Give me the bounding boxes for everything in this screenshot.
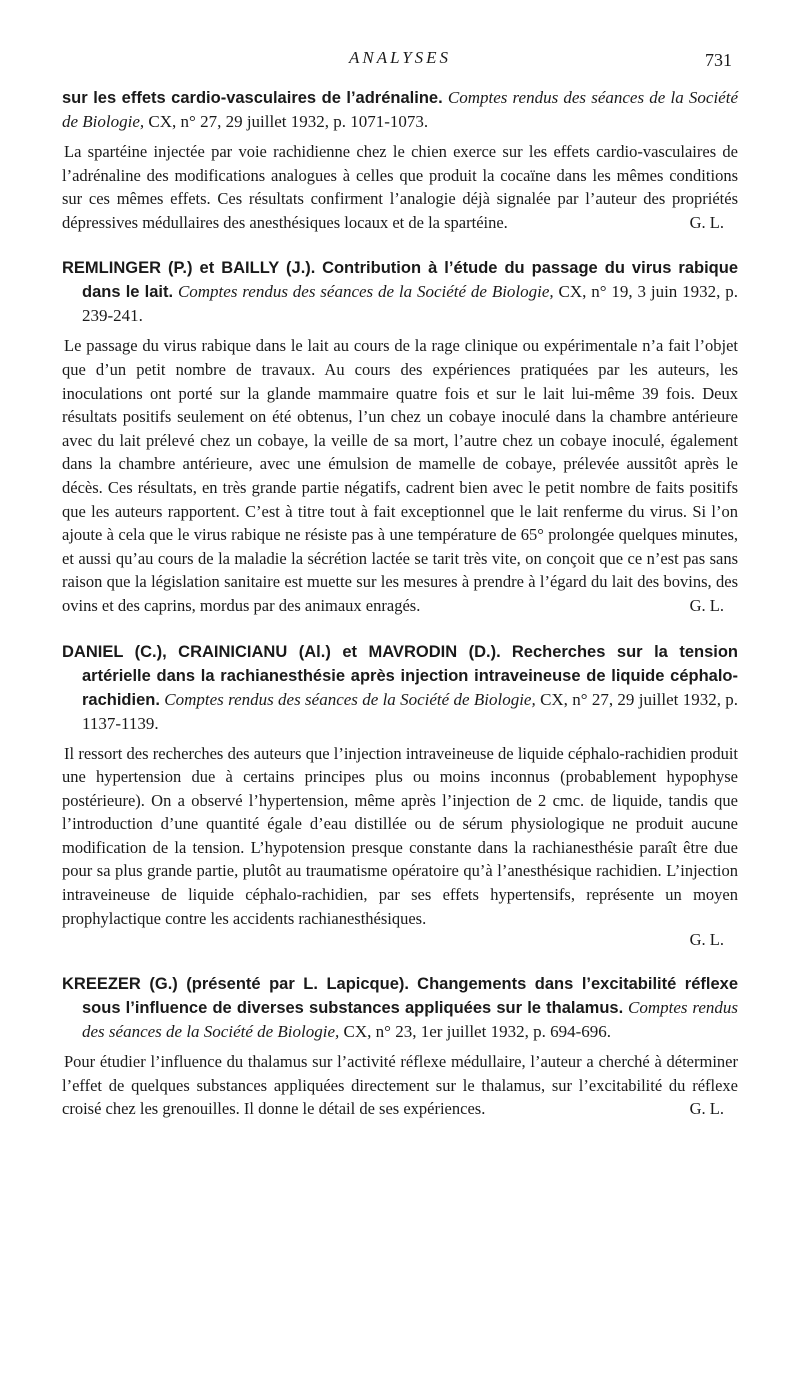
citation: [62, 86, 738, 134]
running-title: ANALYSES: [348, 48, 452, 67]
journal-name: Comptes rendus des séances de la Société de Biologie,: [164, 689, 536, 709]
citation: [62, 640, 738, 736]
analysis-entry: [62, 86, 738, 234]
page-number: 731: [705, 50, 732, 70]
abstract: [62, 1050, 738, 1121]
article-title: Contribution à l’étude du passage du virus rabique dans le lait.: [82, 259, 739, 302]
signature: G. L.: [689, 1099, 724, 1119]
authors: REMLINGER (P.) et BAILLY (J.).: [62, 259, 316, 278]
article-title: Recherches sur la tension artérielle dans la rachianesthésie après injection intraveineuse de liquide céphalo-rachidien.: [82, 642, 739, 709]
abstract-text: Le passage du virus rabique dans le lait au cours de la rage clinique ou expérimentale n’a fait l’objet que d’un petit nombre de travaux. Au cours des expériences pratiquées par les auteurs, les inoculations ont porté sur la glande mammaire quatre fois et sur le lait lui-même 39 fois. Deux résultats positifs seulement on été obtenus, l’un chez un cobaye inoculé dans la chambre antérieure avec du lait prélevé chez un cobaye, la veille de sa mort, l’autre chez un cobaye inoculé, également dans la chambre antérieure, avec une émulsion de mamelle de cobaye, prélevée aussitôt après le décès. Ces résultats, en très grande partie négatifs, cadrent bien avec le petit nombre de faits positifs que les auteurs rapportent. C’est à titre tout à fait exceptionnel que le lait renferme du virus. Si l’on ajoute à cela que le virus rabique ne résiste pas à une température de 65° prolongée quelques minutes, et aussi qu’au cours de la maladie la sécrétion lactée se tarit très vite, on conçoit que ce n’est pas sans raison que la législation sanitaire est muette sur les mesures à prendre à l’égard du lait des bovins, des ovins et des caprins, mordus par des animaux enragés.: [62, 336, 738, 615]
abstract: [62, 140, 738, 234]
page-content: [62, 86, 738, 1143]
abstract-text: Il ressort des recherches des auteurs que l’injection intraveineuse de liquide céphalo-rachidien produit une hypertension due à certains principes plus ou moins inconnus (probablement hypophyse postérieure). On a observé l’hypertension, même après l’injection de 2 cmc. de liquide, tandis que l’introduction d’une quantité égale d’eau distillée ou de sérum physiologique ne produit aucune modification de la tension. L’hypotension presque constante dans la rachianesthésie paraît être due pour sa plus grande partie, plutôt au traumatisme opératoire qu’à l’anesthésique rachidien. L’injection intraveineuse de liquide céphalo-rachidien, par ses effets hypertensifs, représente un moyen prophylactique contre les accidents rachianesthésiques.: [62, 743, 738, 928]
journal-reference: CX, n° 19, 3 juin 1932, p. 239-241.: [82, 282, 739, 326]
article-title: sur les effets cardio-vasculaires de l’adrénaline.: [62, 89, 443, 107]
abstract-text: Pour étudier l’influence du thalamus sur l’activité réflexe médullaire, l’auteur a cherché à déterminer l’effet de quelques substances appliquées directement sur le thalamus, sur l’excitabilité du réflexe croisé chez les grenouilles. Il donne le détail de ses expériences.: [62, 1052, 738, 1119]
citation: [62, 256, 738, 328]
analysis-entry: [62, 640, 738, 951]
journal-reference: CX, n° 23, 1er juillet 1932, p. 694-696.: [343, 1022, 611, 1042]
signature: G. L.: [689, 595, 724, 615]
journal-name: Comptes rendus des séances de la Société de Biologie,: [62, 88, 738, 131]
analysis-entry: [62, 972, 738, 1121]
article-title: Changements dans l’excitabilité réflexe sous l’influence de diverses substances appliquées sur le thalamus.: [82, 975, 739, 1018]
journal-reference: CX, n° 27, 29 juillet 1932, p. 1137-1139.: [82, 689, 739, 733]
journal-name: Comptes rendus des séances de la Société de Biologie,: [82, 998, 738, 1042]
signature: G. L.: [689, 930, 724, 950]
abstract: [62, 334, 738, 617]
analysis-entry: [62, 256, 738, 617]
authors: KREEZER (G.) (présenté par L. Lapicque).: [62, 975, 409, 994]
citation: [62, 972, 738, 1044]
journal-reference: CX, n° 27, 29 juillet 1932, p. 1071-1073.: [148, 112, 429, 131]
running-head: [0, 48, 800, 76]
abstract-text: La spartéine injectée par voie rachidienne chez le chien exerce sur les effets cardio-vasculaires de l’adrénaline des modifications analogues à celles que produit la cocaïne dans les mêmes conditions sur ces mêmes effets. Ces résultats confirment l’analogie déjà signalée par l’auteur des propriétés dépressives médullaires des anesthésiques locaux et de la spartéine.: [62, 142, 738, 232]
signature: G. L.: [689, 212, 724, 232]
abstract: [62, 742, 738, 931]
journal-name: Comptes rendus des séances de la Société de Biologie,: [177, 282, 554, 302]
authors: DANIEL (C.), CRAINICIANU (Al.) et MAVRODIN (D.).: [62, 642, 501, 661]
